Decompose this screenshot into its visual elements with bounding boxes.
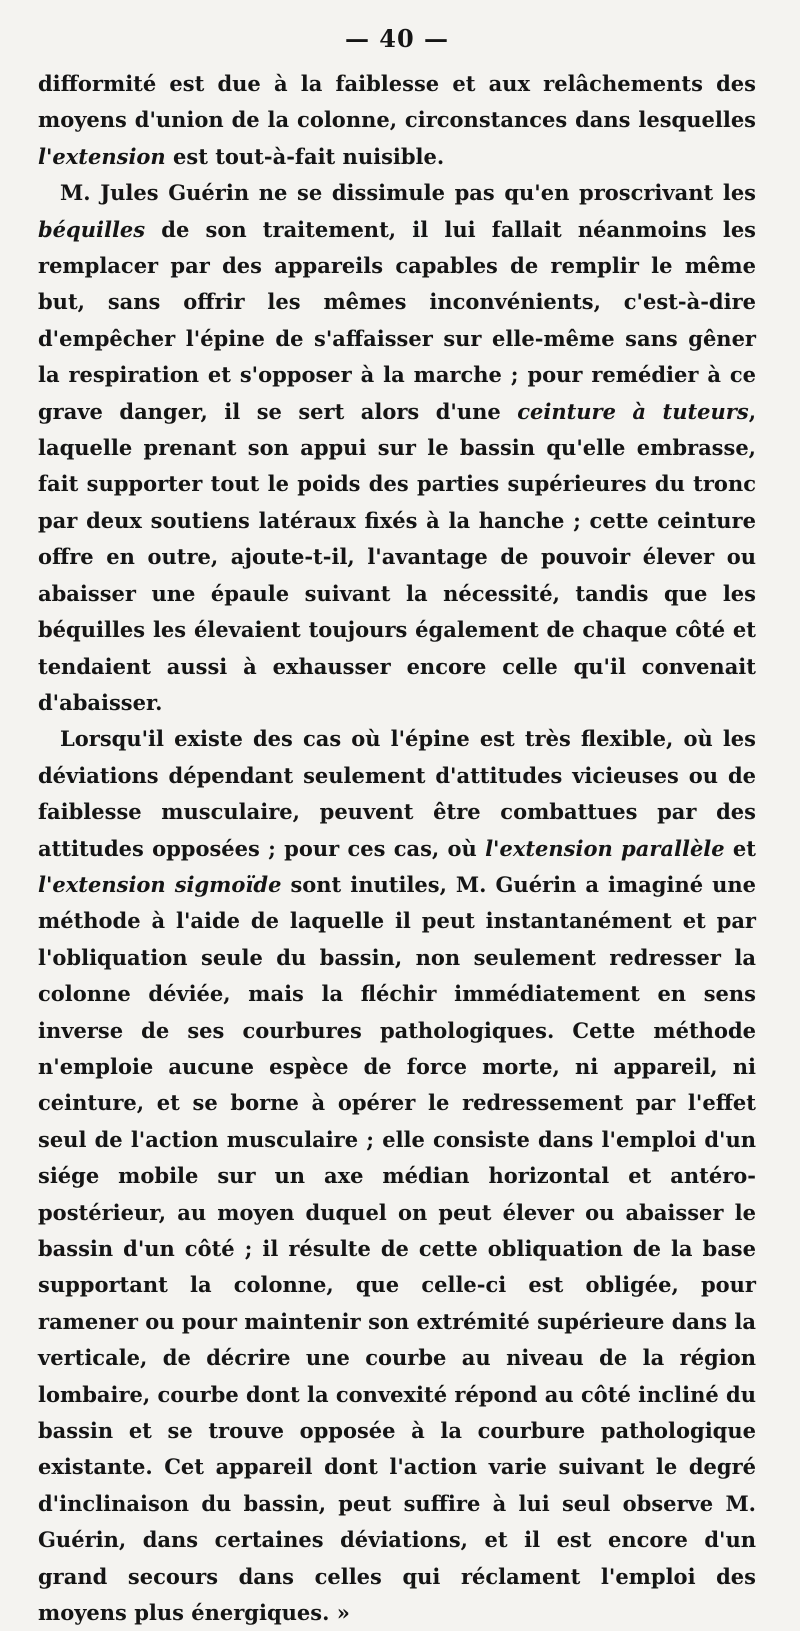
- paragraph-3: [38, 721, 756, 1631]
- paragraph-2: [38, 175, 756, 721]
- paragraph-3-italic-extension-sigmoide: l'extension sigmoïde: [38, 871, 282, 897]
- paragraph-2-italic-bequilles: béquilles: [38, 216, 146, 242]
- paragraph-3-text-end: sont inutiles, M. Guérin a imaginé une méthode à l'aide de laquelle il peut instantanément et par l'obliquation seule du bassin, non seulement redresser la colonne déviée, mais la fléchir immédiatement en sens inverse de ses courbures pathologiques. Cette méthode n'emploie aucune espèce de force morte, ni appareil, ni ceinture, et se borne à opérer le redressement par l'effet seul de l'action musculaire ; elle consiste dans l'emploi d'un siége mobile sur un axe médian horizontal et antéro-postérieur, au moyen duquel on peut élever ou abaisser le bassin d'un côté ; il résulte de cette obliquation de la base supportant la colonne, que celle-ci est obligée, pour ramener ou pour maintenir son extrémité supérieure dans la verticale, de décrire une courbe au niveau de la région lombaire, courbe dont la convexité répond au côté incliné du bassin et se trouve opposée à la courbure pathologique existante. Cet appareil dont l'action varie suivant le degré d'inclinaison du bassin, peut suffire à lui seul observe M. Guérin, dans certaines déviations, et il est encore d'un grand secours dans celles qui réclament l'emploi des moyens plus énergiques. »: [38, 871, 756, 1626]
- paragraph-2-italic-ceinture: ceinture à tuteurs: [517, 398, 749, 424]
- paragraph-1: [38, 66, 756, 175]
- paragraph-1-text: difformité est due à la faiblesse et aux relâchements des moyens d'union de la colonne, circonstances dans lesquelles: [38, 71, 756, 133]
- paragraph-2-text: M. Jules Guérin ne se dissimule pas qu'en proscrivant les: [60, 180, 756, 206]
- paragraph-2-text-middle: de son traitement, il lui fallait néanmoins les remplacer par des appareils capables de remplir le même but, sans offrir les mêmes inconvénients, c'est-à-dire d'empêcher l'épine de s'affaisser sur elle-même sans gêner la respiration et s'opposer à la marche ; pour remédier à ce grave danger, il se sert alors d'une: [38, 216, 756, 424]
- body-text: [38, 66, 756, 1631]
- paragraph-3-italic-extension-parallele: l'extension parallèle: [485, 835, 725, 861]
- page-number: — 40 —: [344, 24, 450, 53]
- paragraph-1-text-end: est tout-à-fait nuisible.: [165, 143, 445, 169]
- paragraph-3-text-and: et: [724, 835, 756, 861]
- paragraph-2-text-end: , laquelle prenant son appui sur le bassin qu'elle embrasse, fait supporter tout le poids des parties supérieures du tronc par deux soutiens latéraux fixés à la hanche ; cette ceinture offre en outre, ajoute-t-il, l'avantage de pouvoir élever ou abaisser une épaule suivant la nécessité, tandis que les béquilles les élevaient toujours également de chaque côté et tendaient aussi à exhausser encore celle qu'il convenait d'abaisser.: [38, 398, 757, 715]
- paragraph-1-italic-extension: l'extension: [38, 143, 166, 169]
- paragraph-3-text: Lorsqu'il existe des cas où l'épine est très flexible, où les déviations dépendant seulement d'attitudes vicieuses ou de faiblesse musculaire, peuvent être combattues par des attitudes opposées ; pour ces cas, où: [38, 726, 756, 861]
